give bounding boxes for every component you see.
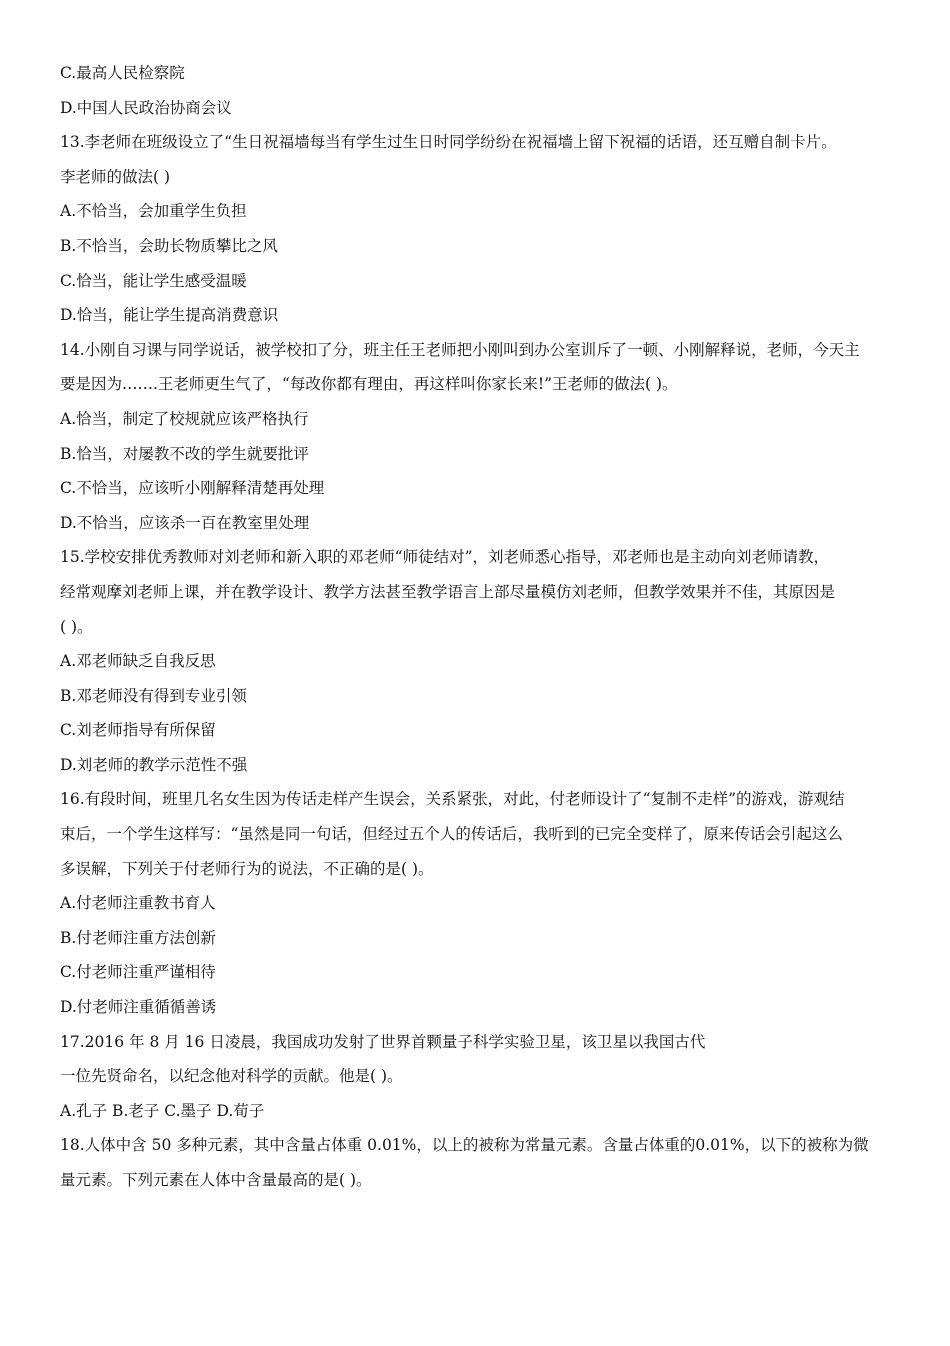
document-page xyxy=(60,56,920,1198)
option-line: A.邓老师缺乏自我反思 xyxy=(60,652,216,671)
question-line: 李老师的做法( ) xyxy=(60,167,171,186)
option-line: D.恰当，能让学生提高消费意识 xyxy=(60,306,279,325)
option-line: C.不恰当，应该听小刚解释清楚再处理 xyxy=(60,479,325,498)
option-line: A.恰当，制定了校规就应该严格执行 xyxy=(60,409,309,428)
question-line: 经常观摩刘老师上课，并在教学设计、教学方法甚至教学语言上部尽量模仿刘老师，但教学效果并不佳，其原因是 xyxy=(60,582,836,601)
option-line: D.付老师注重循循善诱 xyxy=(60,998,217,1017)
option-line: C.最高人民检察院 xyxy=(60,64,185,82)
question-line: 束后，一个学生这样写：“虽然是同一句话，但经过五个人的传话后，我听到的已完全变样了，原来传话会引起这么 xyxy=(60,825,843,844)
option-line: D.刘老师的教学示范性不强 xyxy=(60,755,248,774)
option-line: A.不恰当，会加重学生负担 xyxy=(60,202,247,221)
question-line: ( )。 xyxy=(60,617,93,636)
question-line: 17.2016 年 8 月 16 日凌晨，我国成功发射了世界首颗量子科学实验卫星，该卫星以我国古代 xyxy=(60,1032,706,1051)
option-line: A.付老师注重教书育人 xyxy=(60,894,216,913)
option-line: B.邓老师没有得到专业引领 xyxy=(60,686,247,705)
question-line: 要是因为…….王老师更生气了，“每改你都有理由，再这样叫你家长来!”王老师的做法( )。 xyxy=(60,375,678,394)
option-line: C.刘老师指导有所保留 xyxy=(60,721,216,740)
option-line: B.付老师注重方法创新 xyxy=(60,928,216,947)
option-line: A.孔子 B.老子 C.墨子 D.荀子 xyxy=(60,1101,265,1120)
question-line: 18.人体中含 50 多种元素，其中含量占体重 0.01%，以上的被称为常量元素。含量占体重的0.01%，以下的被称为微 xyxy=(60,1136,869,1155)
option-line: B.恰当，对屡教不改的学生就要批评 xyxy=(60,444,309,463)
question-line: 多误解，下列关于付老师行为的说法，不正确的是( )。 xyxy=(60,859,434,878)
option-line: B.不恰当，会助长物质攀比之风 xyxy=(60,236,278,255)
question-line: 一位先贤命名，以纪念他对科学的贡献。他是( )。 xyxy=(60,1067,403,1086)
question-line: 14.小刚自习课与同学说话，被学校扣了分，班主任王老师把小刚叫到办公室训斥了一顿、小刚解释说，老师，今天主 xyxy=(60,340,860,359)
option-line: C.付老师注重严谨相待 xyxy=(60,963,216,982)
question-line: 15.学校安排优秀教师对刘老师和新入职的邓老师“师徒结对”，刘老师悉心指导，邓老师也是主动向刘老师请教， xyxy=(60,548,830,567)
option-line: D.不恰当，应该杀一百在教室里处理 xyxy=(60,513,310,532)
option-line: C.恰当，能让学生感受温暖 xyxy=(60,271,247,290)
question-line: 16.有段时间，班里几名女生因为传话走样产生误会，关系紧张，对此，付老师设计了“复制不走样”的游戏，游观结 xyxy=(60,790,845,809)
question-line: 13.李老师在班级设立了“生日祝福墙每当有学生过生日时同学纷纷在祝福墙上留下祝福的话语，还互赠自制卡片。 xyxy=(60,133,837,152)
option-line: D.中国人民政治协商会议 xyxy=(60,98,232,117)
question-line: 量元素。下列元素在人体中含量最高的是( )。 xyxy=(60,1171,372,1189)
